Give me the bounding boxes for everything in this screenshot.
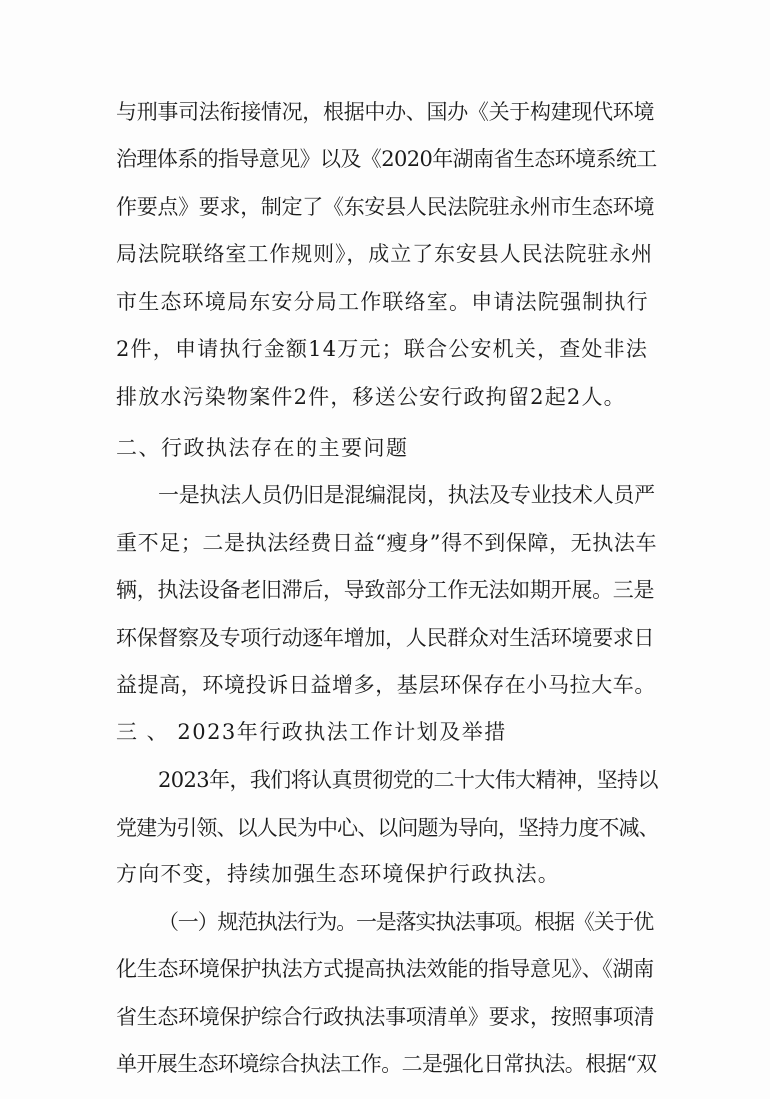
paragraph-line: 省生态环境保护综合行政执法事项清单》要求，按照事项清 — [116, 1005, 655, 1029]
paragraph-line: 与刑事司法衔接情况，根据中办、国办《关于构建现代环境 — [116, 100, 655, 124]
paragraph-line: 市生态环境局东安分局工作联络室。申请法院强制执行 — [116, 290, 649, 314]
paragraph-line: 排放水污染物案件2件，移送公安行政拘留2起2人。 — [116, 385, 626, 409]
paragraph-line: 2023年，我们将认真贯彻党的二十大伟大精神，坚持以 — [158, 768, 658, 792]
paragraph-line: 辆，执法设备老旧滞后，导致部分工作无法如期开展。三是 — [116, 578, 655, 602]
paragraph-line: 作要点》要求，制定了《东安县人民法院驻永州市生态环境 — [116, 195, 655, 219]
paragraph-line: 化生态环境保护执法方式提高执法效能的指导意见》、《湖南 — [116, 957, 654, 981]
paragraph-line: 方向不变，持续加强生态环境保护行政执法。 — [116, 862, 560, 886]
section-heading-2: 二、行政执法存在的主要问题 — [116, 436, 409, 460]
paragraph-line: 2件，申请执行金额14万元；联合公安机关，查处非法 — [116, 337, 649, 361]
paragraph-line: 环保督察及专项行动逐年增加，人民群众对生活环境要求日 — [116, 626, 655, 650]
paragraph-line: 益提高，环境投诉日益增多，基层环保存在小马拉大车。 — [116, 673, 656, 697]
paragraph-line: 单开展生态环境综合执法工作。二是强化日常执法。根据“双 — [116, 1052, 657, 1076]
paragraph-line: 重不足；二是执法经费日益“瘦身”得不到保障，无执法车 — [116, 531, 658, 555]
paragraph-line: 党建为引领、以人民为中心、以问题为导向，坚持力度不减、 — [116, 816, 659, 840]
paragraph-line: 治理体系的指导意见》以及《2020年湖南省生态环境系统工 — [116, 147, 657, 171]
paragraph-line: 局法院联络室工作规则》，成立了东安县人民法院驻永州 — [116, 242, 653, 266]
subsection-heading: （一）规范执法行为。一是落实执法事项。根据《关于优 — [158, 910, 653, 934]
paragraph-line: 一是执法人员仍旧是混编混岗，执法及专业技术人员严 — [158, 483, 655, 507]
section-heading-3: 三 、 2023年行政执法工作计划及举措 — [116, 720, 507, 744]
